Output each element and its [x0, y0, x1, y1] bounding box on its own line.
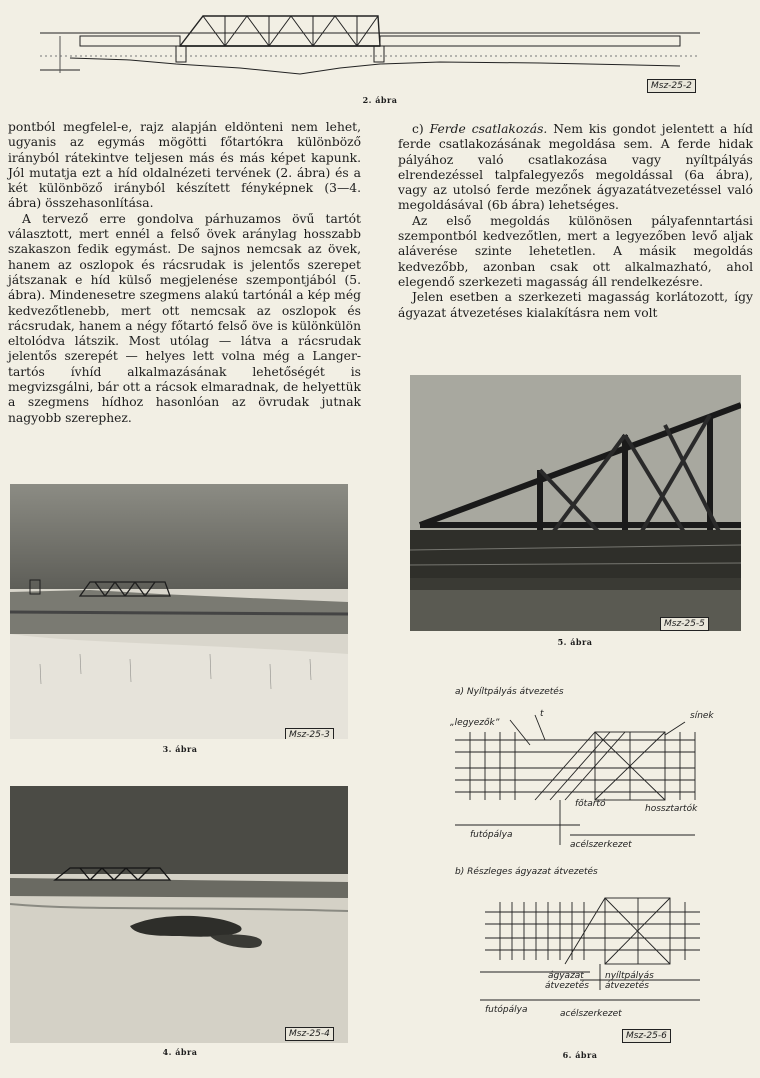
figure-4-photo — [10, 786, 348, 1043]
label-legyezok: „legyezők” — [450, 718, 500, 728]
left-paragraph-1: pontból megfelel-e, rajz alapján eldönteni nem lehet, ugyanis az egymás mögötti főtartókra különböző irányból rátekintve teljesen más és más képet kapunk. Jól mutatja ezt a híd oldalnézeti tervének (2. ábra) és a két különböző irányból készített fényképnek (3—4. ábra) összehasonlítása. — [8, 120, 361, 211]
figure-5-photo — [410, 375, 741, 631]
label-t: t — [540, 709, 544, 719]
diagram-b-title: b) Részleges ágyazat átvezetés — [455, 867, 598, 877]
figure-4-tag: Msz-25-4 — [285, 1027, 334, 1041]
left-column-text — [8, 120, 361, 426]
right-paragraph-2: Az első megoldás különösen pályafenntartási szempontból kedvezőtlen, mert a legyezőben levő aljak aláverése szinte lehetetlen. A másik megoldás kedvezőbb, azonban csak ott alkalmazható, ahol elegendő szerkezeti magasság áll rendelkezésre. — [398, 213, 753, 289]
figure-6-diagram — [440, 680, 740, 1050]
figure-5-caption: 5. ábra — [557, 637, 593, 647]
section-title: Ferde csatlakozás. — [429, 122, 548, 136]
figure-2-tag: Msz-25-2 — [647, 79, 696, 93]
section-prefix: c) — [412, 122, 430, 136]
figure-2-caption: 2. ábra — [362, 95, 398, 105]
label-agyazat: ágyazat — [548, 971, 584, 981]
label-a-acelszerkezet: acélszerkezet — [570, 840, 632, 850]
left-paragraph-2: A tervező erre gondolva párhuzamos övű tartót választott, mert ennél a felső övek aránylag hosszabb szakaszon fedik egymást. De sajnos nemcsak az övek, hanem az oszlopok és rácsrudak is jelentős szerepet játszanak e híd külső megjelenése szempontjából (5. ábra). Mindenesetre szegmens alakú tartónál a kép még kedvezőtlenebb, mert ott nemcsak az oszlopok és rácsrudak, hanem a négy főtartó felső öve is különkülön eltolódva látszik. Most utólag — látva a rácsrudak jelentős szerepét — helyes lett volna még a Langer-tartós ívhíd alkalmazásának lehetőségét is megvizsgálni, bár ott a rácsok elmaradnak, de helyettük a szegmens hídhoz hasonlóan az övrudak jutnak nagyobb szerephez. — [8, 211, 361, 425]
figure-6-caption: 6. ábra — [562, 1050, 598, 1060]
label-nyiltpalyas: nyíltpályás — [605, 971, 654, 981]
section-body: Nem kis gondot jelentett a híd ferde csatlakozásának megoldása sem. A ferde hidak pályához való csatlakozása vagy nyíltpályás elrendezéssel talpfalegyezős megoldással (6a ábra), vagy az utolsó ferde mezőnek ágyazatátvezetéssel való megoldásával (6b ábra) lehetséges. — [398, 122, 753, 213]
label-hossztartok: hossztartók — [645, 804, 698, 814]
label-a-futopalya: futópálya — [470, 830, 513, 840]
label-fotarto: főtartó — [575, 799, 606, 809]
figure-3-caption: 3. ábra — [162, 744, 198, 754]
right-column-text — [398, 122, 753, 321]
label-b-atvezetes-2: átvezetés — [605, 981, 649, 991]
figure-3-tag: Msz-25-3 — [285, 728, 334, 739]
figure-4-caption: 4. ábra — [162, 1047, 198, 1057]
figure-5-tag: Msz-25-5 — [660, 617, 709, 631]
diagram-a-title: a) Nyíltpályás átvezetés — [455, 687, 564, 697]
figure-6-tag: Msz-25-6 — [622, 1029, 671, 1043]
label-b-futopalya: futópálya — [485, 1005, 528, 1015]
label-b-acelszerkezet: acélszerkezet — [560, 1009, 622, 1019]
figure-2-drawing — [40, 8, 700, 96]
label-sinek: sínek — [690, 711, 714, 721]
right-paragraph-1 — [398, 122, 753, 214]
right-paragraph-3: Jelen esetben a szerkezeti magasság korlátozott, így ágyazat átvezetéses kialakításra nem volt — [398, 290, 753, 320]
figure-3-photo — [10, 484, 348, 739]
label-b-atvezetes: átvezetés — [545, 981, 589, 991]
